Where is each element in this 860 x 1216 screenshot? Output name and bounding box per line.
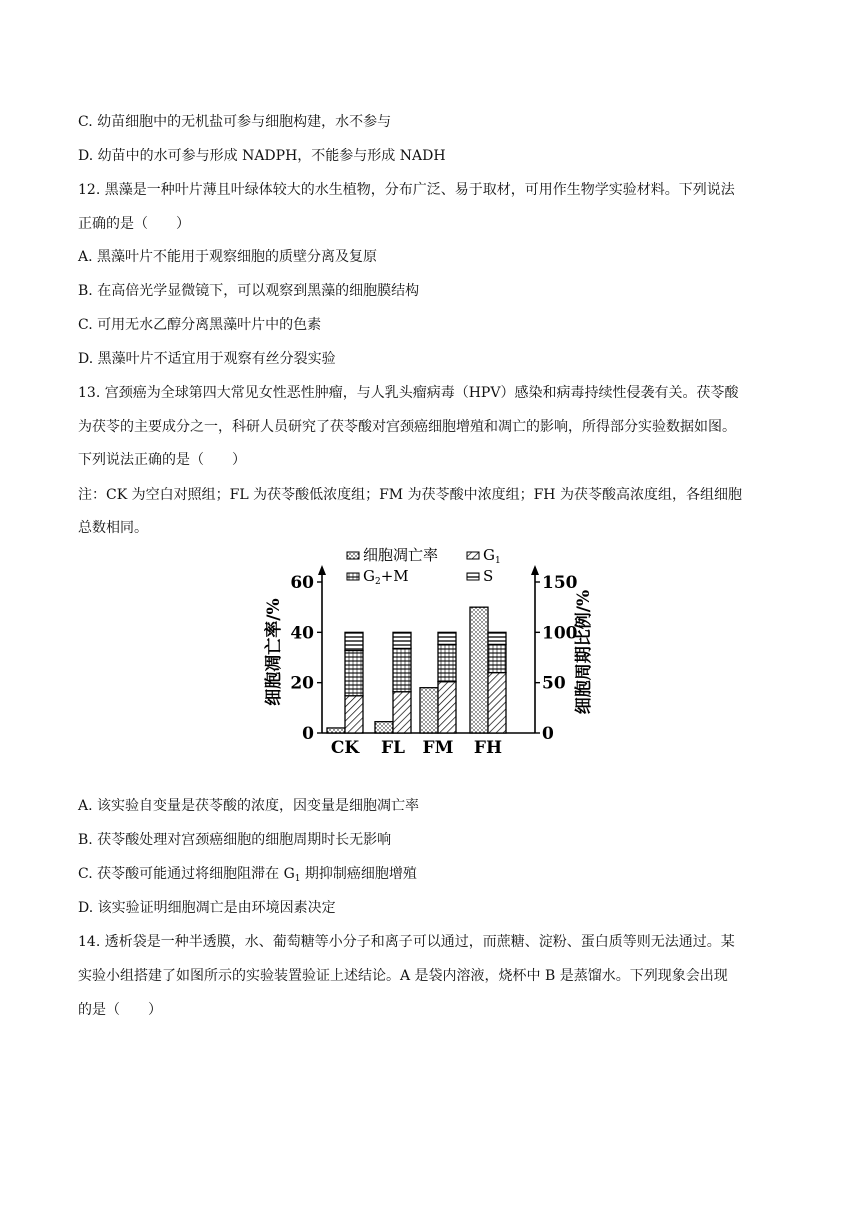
right-tick-label: 50 bbox=[542, 673, 566, 694]
left-tick-label: 40 bbox=[290, 623, 314, 644]
question-14-stem-line1: 14. 透析袋是一种半透膜，水、葡萄糖等小分子和离子可以通过，而蔗糖、淀粉、蛋白质等则无法通过。某 bbox=[78, 934, 735, 950]
right-axis-arrow bbox=[531, 565, 539, 575]
option-d-q12: D. 黑藻叶片不适宜用于观察有丝分裂实验 bbox=[78, 351, 336, 367]
option-c-q13-text: C. 茯苓酸可能通过将细胞阻滞在 G bbox=[78, 866, 295, 882]
legend-swatch-g2m bbox=[347, 573, 359, 580]
legend-label-apoptosis: 细胞凋亡率 bbox=[363, 546, 439, 564]
chart-bars bbox=[327, 607, 506, 733]
category-label-fm: FM bbox=[422, 738, 454, 758]
option-d-q11: D. 幼苗中的水可参与形成 NADPH，不能参与形成 NADH bbox=[78, 148, 446, 164]
bar-s-ck bbox=[345, 632, 363, 650]
left-tick-label: 60 bbox=[290, 573, 314, 593]
option-c-q11: C. 幼苗细胞中的无机盐可参与细胞构建，水不参与 bbox=[78, 114, 392, 130]
option-b-q12: B. 在高倍光学显微镜下，可以观察到黑藻的细胞膜结构 bbox=[78, 283, 420, 299]
legend-label-g2m: $G_2+M$ bbox=[363, 567, 409, 587]
question-13-stem-line2: 为茯苓的主要成分之一，科研人员研究了茯苓酸对宫颈癌细胞增殖和凋亡的影响，所得部分实验数据如图。 bbox=[78, 419, 736, 435]
right-tick-label: 0 bbox=[542, 724, 554, 744]
option-a-q13: A. 该实验自变量是茯苓酸的浓度，因变量是细胞凋亡率 bbox=[78, 798, 420, 814]
bar-g1-fh bbox=[488, 673, 506, 733]
bar-apoptosis-fh bbox=[470, 607, 488, 733]
option-c-q13-tail: 期抑制癌细胞增殖 bbox=[300, 866, 417, 882]
question-12-stem-line1: 12. 黑藻是一种叶片薄且叶绿体较大的水生植物，分布广泛、易于取材，可用作生物学实验材料。下列说法 bbox=[78, 182, 735, 198]
legend-swatch-g1 bbox=[467, 552, 479, 559]
bar-g2m-ck bbox=[345, 650, 363, 695]
category-label-fh: FH bbox=[473, 738, 503, 758]
bar-s-fh bbox=[488, 632, 506, 644]
right-tick-label: 150 bbox=[542, 573, 578, 593]
question-13-note-line2: 总数相同。 bbox=[78, 520, 148, 536]
right-tick-label: 100 bbox=[542, 623, 578, 644]
option-c-q13 bbox=[78, 864, 417, 884]
option-c-q13-subscript: 1 bbox=[294, 874, 301, 884]
question-14-stem-line2: 实验小组搭建了如图所示的实验装置验证上述结论。A 是袋内溶液，烧杯中 B 是蒸馏水。下列现象会出现 bbox=[78, 968, 728, 984]
cell-cycle-apoptosis-chart bbox=[255, 535, 605, 770]
bar-g1-fm bbox=[438, 682, 456, 733]
legend-label-g1: $G_1$ bbox=[483, 546, 501, 566]
legend-swatch-apoptosis bbox=[347, 552, 359, 559]
left-tick-label: 20 bbox=[290, 673, 314, 694]
category-label-ck: CK bbox=[330, 738, 360, 758]
legend-label-s: S bbox=[483, 567, 494, 585]
bar-g2m-fm bbox=[438, 644, 456, 681]
question-14-stem-line3: 的是（ ） bbox=[78, 1002, 162, 1018]
bar-g2m-fl bbox=[393, 648, 411, 691]
category-label-fl: FL bbox=[380, 738, 406, 758]
left-axis-title: 细胞凋亡率/% bbox=[264, 598, 284, 706]
option-b-q13: B. 茯苓酸处理对宫颈癌细胞的细胞周期时长无影响 bbox=[78, 832, 392, 848]
bar-s-fm bbox=[438, 632, 456, 644]
bar-apoptosis-fm bbox=[420, 688, 438, 733]
bar-g2m-fh bbox=[488, 644, 506, 672]
bar-g1-ck bbox=[345, 696, 363, 733]
option-d-q13: D. 该实验证明细胞凋亡是由环境因素决定 bbox=[78, 900, 336, 916]
right-axis-ticks bbox=[535, 573, 578, 744]
left-axis-arrow bbox=[318, 565, 326, 575]
bar-apoptosis-ck bbox=[327, 728, 345, 733]
bar-g1-fl bbox=[393, 692, 411, 733]
left-tick-label: 0 bbox=[302, 724, 314, 744]
left-axis-ticks bbox=[290, 573, 322, 744]
bar-s-fl bbox=[393, 632, 411, 648]
option-a-q12: A. 黑藻叶片不能用于观察细胞的质壁分离及复原 bbox=[78, 249, 378, 265]
option-c-q12: C. 可用无水乙醇分离黑藻叶片中的色素 bbox=[78, 317, 322, 333]
bar-apoptosis-fl bbox=[375, 722, 393, 733]
question-13-note-line1: 注：CK 为空白对照组；FL 为茯苓酸低浓度组；FM 为茯苓酸中浓度组；FH 为茯苓酸高浓度组，各组细胞 bbox=[78, 487, 742, 503]
question-13-stem-line1: 13. 宫颈癌为全球第四大常见女性恶性肿瘤，与人乳头瘤病毒（HPV）感染和病毒持续性侵袭有关。茯苓酸 bbox=[78, 385, 739, 401]
question-12-stem-line2: 正确的是（ ） bbox=[78, 216, 190, 232]
category-labels bbox=[331, 738, 502, 758]
right-axis-title: 细胞周期比例/% bbox=[574, 589, 594, 715]
legend-swatch-s bbox=[467, 573, 479, 580]
question-13-stem-line3: 下列说法正确的是（ ） bbox=[78, 452, 246, 468]
